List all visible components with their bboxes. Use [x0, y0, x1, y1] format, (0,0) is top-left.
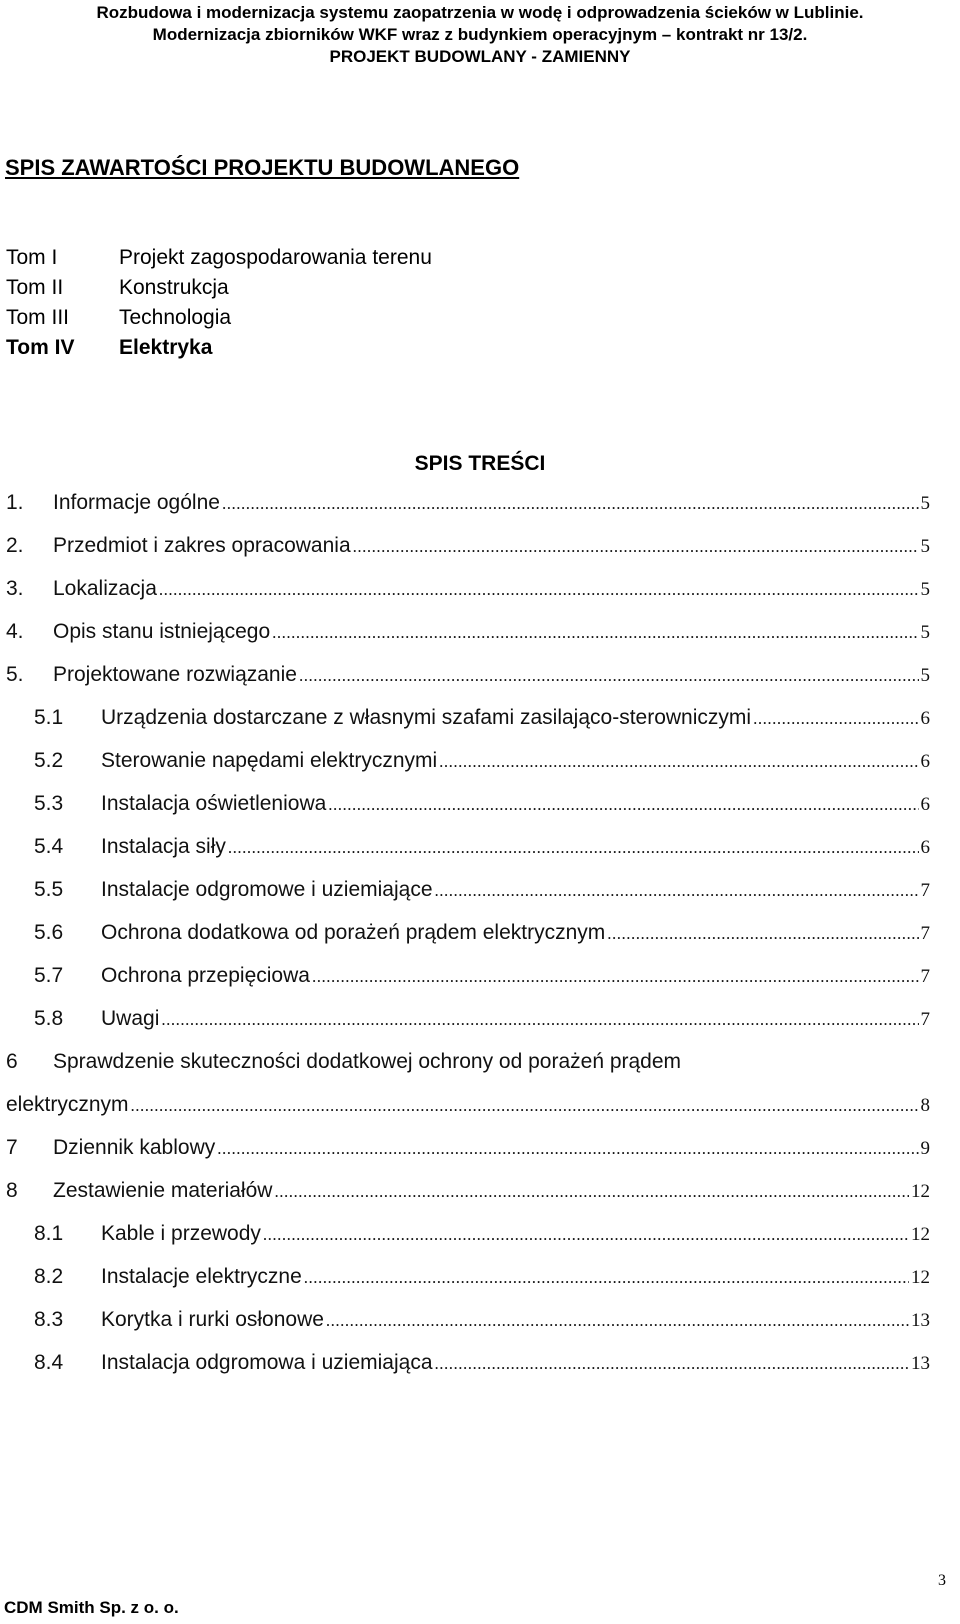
toc-entry-number: 5.7	[34, 964, 64, 987]
toc-entry-title-continued: elektrycznym	[6, 1093, 129, 1116]
toc-entry-page: 5	[920, 579, 930, 600]
toc-entry[interactable]	[6, 620, 930, 663]
toc-entry-number: 7	[6, 1136, 18, 1159]
toc-entry-page: 13	[911, 1310, 930, 1331]
toc-dot-leader	[435, 881, 919, 901]
toc-entry-title: Kable i przewody	[101, 1222, 261, 1245]
toc-entry-page: 7	[920, 880, 930, 901]
toc-entry-page: 8	[920, 1095, 930, 1116]
toc-entry-number: 5.6	[34, 921, 64, 944]
toc-entry-page: 7	[920, 966, 930, 987]
toc-entry-number: 2.	[6, 534, 24, 557]
toc-dot-leader	[263, 1225, 909, 1245]
volume-name: Projekt zagospodarowania terenu	[119, 246, 432, 269]
toc-entry-page: 5	[920, 622, 930, 643]
toc-entry-title: Sterowanie napędami elektrycznymi	[101, 749, 438, 772]
toc-dot-leader	[328, 795, 918, 815]
toc-entry-number: 1.	[6, 491, 24, 514]
toc-subentry[interactable]	[6, 792, 930, 835]
toc-entry-title: Sprawdzenie skuteczności dodatkowej ochrony od porażeń prądem	[53, 1050, 682, 1073]
volume-row	[6, 243, 432, 273]
toc-entry-title: Instalacje elektryczne	[101, 1265, 302, 1288]
page-number: 3	[938, 1572, 946, 1589]
toc-subentry[interactable]	[6, 921, 930, 964]
toc-entry-title: Instalacja oświetleniowa	[101, 792, 327, 815]
toc-entry-number: 3.	[6, 577, 24, 600]
toc-entry-title: Informacje ogólne	[53, 491, 220, 514]
footer-company-name: CDM Smith Sp. z o. o.	[4, 1598, 179, 1617]
toc-entry-number: 5.8	[34, 1007, 64, 1030]
header-project-line: Rozbudowa i modernizacja systemu zaopatrzenia w wodę i odprowadzenia ścieków w Lublinie.	[96, 3, 864, 22]
toc-subentry[interactable]	[6, 835, 930, 878]
toc-entry-page: 5	[920, 665, 930, 686]
volume-number: Tom IV	[6, 336, 75, 359]
volume-name: Konstrukcja	[119, 276, 229, 299]
toc-entry-page: 12	[911, 1224, 930, 1245]
page-header	[0, 0, 960, 72]
toc-entry-title: Dziennik kablowy	[53, 1136, 216, 1159]
toc-subentry[interactable]	[6, 964, 930, 1007]
toc-entry-number: 5.	[6, 663, 24, 686]
toc-entry-page: 7	[920, 923, 930, 944]
toc-dot-leader	[274, 1182, 909, 1202]
toc-entry-number: 8.2	[34, 1265, 64, 1288]
toc-dot-leader	[435, 1354, 910, 1374]
toc-dot-leader	[326, 1311, 909, 1331]
table-of-contents	[6, 491, 930, 1394]
toc-entry-title: Opis stanu istniejącego	[53, 620, 271, 643]
toc-entry-page: 9	[920, 1138, 930, 1159]
volumes-list	[6, 243, 432, 363]
toc-dot-leader	[217, 1139, 918, 1159]
toc-subentry[interactable]	[6, 1007, 930, 1050]
toc-dot-leader	[299, 666, 919, 686]
toc-subentry[interactable]	[6, 749, 930, 792]
toc-entry-wrapped[interactable]	[6, 1050, 930, 1093]
volume-name: Technologia	[119, 306, 232, 329]
toc-entry-title: Korytka i rurki osłonowe	[101, 1308, 324, 1331]
toc-subentry[interactable]	[6, 1222, 930, 1265]
toc-entry-number: 8.1	[34, 1222, 64, 1245]
toc-entry-title: Instalacja siły	[101, 835, 226, 858]
toc-entry-page: 5	[920, 493, 930, 514]
toc-entry-page: 13	[911, 1353, 930, 1374]
toc-entry-page: 6	[920, 751, 930, 772]
volume-row	[6, 273, 432, 303]
toc-entry-number: 8.4	[34, 1351, 64, 1374]
toc-heading: SPIS TREŚCI	[414, 452, 546, 475]
toc-dot-leader	[159, 580, 919, 600]
toc-entry-number: 5.1	[34, 706, 64, 729]
toc-dot-leader	[131, 1096, 919, 1116]
toc-dot-leader	[228, 838, 919, 858]
toc-entry[interactable]	[6, 534, 930, 577]
toc-entry-number: 5.4	[34, 835, 64, 858]
toc-entry-page: 7	[920, 1009, 930, 1030]
toc-dot-leader	[439, 752, 918, 772]
toc-entry-number: 8	[6, 1179, 18, 1202]
toc-entry-number: 5.2	[34, 749, 64, 772]
toc-entry-number: 8.3	[34, 1308, 64, 1331]
toc-entry[interactable]	[6, 577, 930, 620]
toc-entry-title: Lokalizacja	[53, 577, 157, 600]
toc-entry-title: Zestawienie materiałów	[53, 1179, 273, 1202]
toc-dot-leader	[272, 623, 918, 643]
toc-entry-page: 6	[920, 794, 930, 815]
volume-row-current	[6, 333, 432, 363]
toc-entry-title: Ochrona przepięciowa	[101, 964, 310, 987]
toc-dot-leader	[222, 494, 919, 514]
toc-dot-leader	[607, 924, 918, 944]
toc-entry-page: 6	[920, 837, 930, 858]
toc-entry-title: Ochrona dodatkowa od porażeń prądem elektrycznym	[101, 921, 606, 944]
document-title: SPIS ZAWARTOŚCI PROJEKTU BUDOWLANEGO	[5, 155, 520, 180]
volume-row	[6, 303, 432, 333]
toc-entry-page: 5	[920, 536, 930, 557]
toc-entry-number: 5.3	[34, 792, 64, 815]
toc-entry[interactable]	[6, 1136, 930, 1179]
volume-name: Elektryka	[119, 336, 213, 359]
toc-entry-title: Instalacja odgromowa i uziemiająca	[101, 1351, 433, 1374]
toc-entry-title: Przedmiot i zakres opracowania	[53, 534, 351, 557]
header-contract-line: Modernizacja zbiorników WKF wraz z budynkiem operacyjnym – kontrakt nr 13/2.	[152, 25, 808, 44]
toc-entry-page: 12	[911, 1181, 930, 1202]
toc-dot-leader	[312, 967, 919, 987]
header-project-type: PROJEKT BUDOWLANY - ZAMIENNY	[329, 47, 631, 66]
toc-entry-number: 6	[6, 1050, 18, 1073]
toc-subentry[interactable]	[6, 1351, 930, 1394]
volume-number: Tom I	[6, 246, 58, 269]
volume-number: Tom II	[6, 276, 64, 299]
toc-entry-number: 4.	[6, 620, 24, 643]
toc-entry-title: Uwagi	[101, 1007, 160, 1030]
toc-entry-title: Projektowane rozwiązanie	[53, 663, 297, 686]
toc-entry-continuation[interactable]	[6, 1093, 930, 1136]
toc-dot-leader	[753, 709, 918, 729]
toc-entry-title: Urządzenia dostarczane z własnymi szafami zasilająco-sterowniczymi	[101, 706, 752, 729]
toc-entry[interactable]	[6, 491, 930, 534]
toc-subentry[interactable]	[6, 878, 930, 921]
toc-dot-leader	[353, 537, 919, 557]
toc-entry[interactable]	[6, 663, 930, 706]
toc-subentry[interactable]	[6, 1308, 930, 1351]
toc-subentry[interactable]	[6, 706, 930, 749]
volume-number: Tom III	[6, 306, 70, 329]
toc-dot-leader	[161, 1010, 918, 1030]
toc-entry-page: 12	[911, 1267, 930, 1288]
toc-subentry[interactable]	[6, 1265, 930, 1308]
toc-entry-page: 6	[920, 708, 930, 729]
toc-entry-title: Instalacje odgromowe i uziemiające	[101, 878, 433, 901]
toc-entry-number: 5.5	[34, 878, 64, 901]
toc-entry[interactable]	[6, 1179, 930, 1222]
toc-dot-leader	[304, 1268, 909, 1288]
